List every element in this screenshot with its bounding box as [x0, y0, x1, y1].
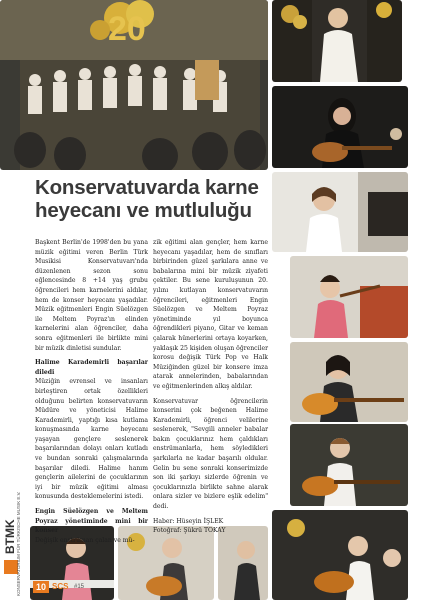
paragraph-1: Müziğin evrensel ve insanları birleştiren ortak özellikleri olduğunu belirten konservatuvarın Müdüre ve yöneticisi Halime Karademirli, yaptığı kısa kutlama konuşmasında karne heyecanı yaşayan gençlere seslenerek başarılarından dolayı onları kutladı ve bundan sonraki çalışmalarında başarılar diledi. Halime hanım gençlerin ailelerini de çocuklarının iyi bir müzik eğitimi alması konusunda desteklemelerini istedi. — [35, 378, 148, 501]
headline: Konservatuvarda karne heyecanı ve mutluluğu — [35, 176, 259, 222]
paragraph-4: Konservatuvar öğrencilerin konserini çok beğenen Halime Karademirli, öğrenci velilerine seslenerek, "Sevgili anneler babalar bakın çocuklarınız hem çaldıkları enstrümanlarla, hem söyledikleri şarkılarla ne kadar başarılı oldular. Gelin bu sene sonraki konserimizde son iki şarkıyı sizlerde öğrenin ve çocuklarınızla birlikte sahne alarak onlara sizler ve bizlere eşlik edelim" dedi. — [153, 397, 268, 511]
photo-violin-girl — [272, 172, 408, 252]
subheading-2: Engin Süelözgen ve Meltem Poyraz yönetiminde mini bir konser — [35, 508, 148, 535]
paragraph-3: zik eğitimi alan gençler, hem karne heyecanı yaşadılar, hem de sınıfları birbirinden güzel şarkılara anne ve babalarına mini bir müzik ziyafeti çektiler. Bu sene kuruluşunun 20. yılını kutlayan konservatuvarın öğrencileri, eğitmenleri Engin Süelözgen ve Meltem Poyraz yönetiminde yıl boyunca öğrendikleri piyano, Gitar ve keman çalarak hünerlerini ortaya koyarken, yaklaşık 25 kişiden oluşan öğrenciler korosu değişik Türk Pop ve Halk Müziğinden güzel bir konsere imza atarak annelerinden, babalarından ve eğitmenlerinden alkış aldılar. — [153, 239, 268, 390]
photo-guitar-boy — [290, 424, 408, 506]
svg-text:20: 20 — [108, 10, 146, 48]
subheading-1: Halime Karademirli başarılar diledi — [35, 359, 148, 376]
credit-news: Haber: Hüseyin İŞLEK — [153, 517, 224, 525]
text-column-right — [153, 238, 268, 536]
brand-acronym: BTMK — [3, 519, 17, 554]
credit-photo: Fotoğraf: Şükrü TOKAY — [153, 527, 226, 535]
text-column-left — [35, 238, 148, 550]
photo-musician — [218, 526, 268, 600]
intro-paragraph: Başkent Berlin'de 1998'den bu yana müzik eğitimi veren Berlin Türk Musikisi Konservatuvarı'nda düzenlenen sezon sonu eğlencesinde 8 +14 yaş grubu öğrencileri hem karnelerini aldılar, hem de konser heyecanı yaşadılar. Müzik eğitmenleri Engin Süelözgen ile Meltem Poyraz'ın elinden karnelerini alan öğrenciler, daha sonra eğitmenleri ile birlikte mini bir müzik dinletisi sundular. — [35, 239, 148, 352]
photo-guitar-girl-2 — [290, 342, 408, 422]
paragraph-2: Değişik enstrüman çalan ve mü- — [35, 536, 135, 544]
footer-issue: #15 — [74, 584, 85, 590]
photo-violin-girl-2 — [290, 256, 408, 338]
photo-choir — [0, 0, 268, 170]
photo-guitar-kids — [272, 510, 408, 600]
photo-director — [272, 0, 402, 82]
footer-logo: SCS — [52, 582, 69, 591]
page-number: 10 — [33, 581, 49, 593]
sidebar-brand — [0, 410, 22, 600]
photo-guitar-girl-1 — [272, 86, 408, 168]
brand-fullname: KONSERVATORIUM FÜR TÜRKISCHE MUSIK E.V. — [16, 491, 21, 596]
